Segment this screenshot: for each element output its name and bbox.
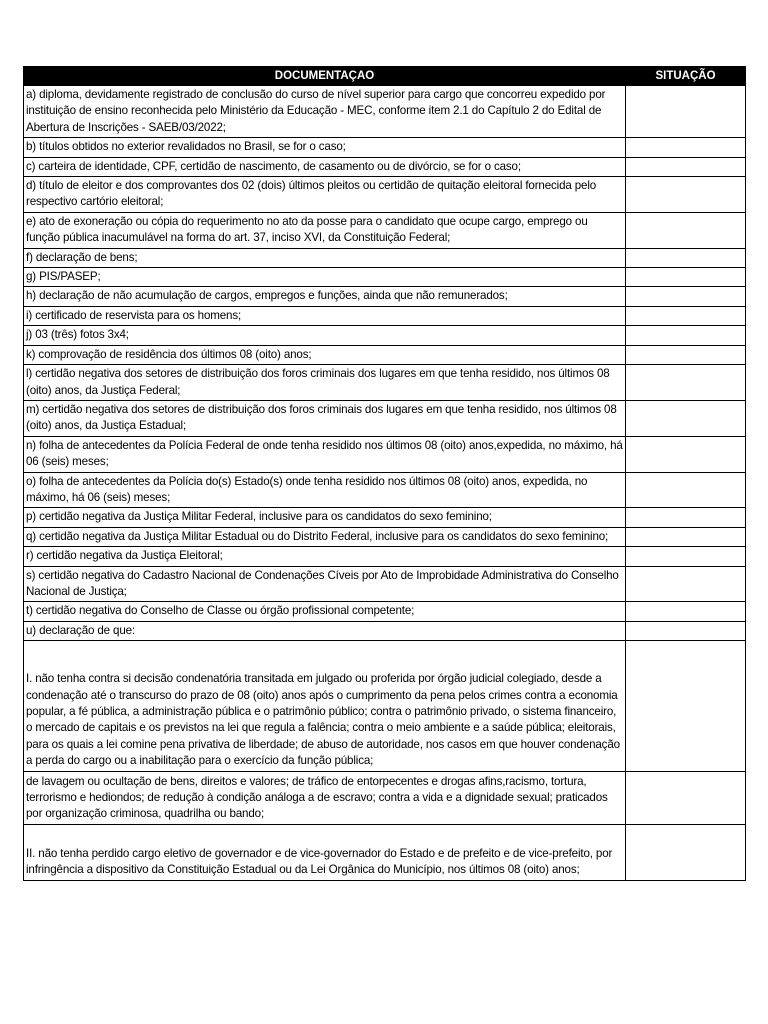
table-row bbox=[24, 138, 746, 157]
status-cell[interactable] bbox=[626, 157, 746, 176]
table-row bbox=[24, 824, 746, 880]
status-cell[interactable] bbox=[626, 621, 746, 640]
table-row bbox=[24, 268, 746, 287]
status-cell[interactable] bbox=[626, 400, 746, 436]
table-row bbox=[24, 86, 746, 138]
document-item-c: c) carteira de identidade, CPF, certidão de nascimento, de casamento ou de divórcio, se for o caso; bbox=[24, 157, 626, 176]
status-column-header: SITUAÇÃO bbox=[626, 67, 746, 86]
status-cell[interactable] bbox=[626, 326, 746, 345]
document-item-n: n) folha de antecedentes da Polícia Federal de onde tenha residido nos últimos 08 (oito) anos,expedida, no máximo, há 06 (seis) meses; bbox=[24, 436, 626, 472]
status-cell[interactable] bbox=[626, 287, 746, 306]
table-row bbox=[24, 547, 746, 566]
document-item-t: t) certidão negativa do Conselho de Classe ou órgão profissional competente; bbox=[24, 602, 626, 621]
status-cell[interactable] bbox=[626, 212, 746, 248]
table-row bbox=[24, 641, 746, 771]
document-item-p: p) certidão negativa da Justiça Militar Federal, inclusive para os candidatos do sexo feminino; bbox=[24, 508, 626, 527]
document-item-s: s) certidão negativa do Cadastro Nacional de Condenações Cíveis por Ato de Improbidade Administrativa do Conselho Nacional de Justiça; bbox=[24, 566, 626, 602]
document-item-j: j) 03 (três) fotos 3x4; bbox=[24, 326, 626, 345]
status-cell[interactable] bbox=[626, 566, 746, 602]
status-cell[interactable] bbox=[626, 306, 746, 325]
document-item-m: m) certidão negativa dos setores de distribuição dos foros criminais dos lugares em que tenha residido, nos últimos 08 (oito) anos, da Justiça Estadual; bbox=[24, 400, 626, 436]
table-row bbox=[24, 306, 746, 325]
table-row bbox=[24, 602, 746, 621]
status-cell[interactable] bbox=[626, 365, 746, 401]
table-row bbox=[24, 287, 746, 306]
status-cell[interactable] bbox=[626, 248, 746, 267]
table-header-row bbox=[24, 67, 746, 86]
status-cell[interactable] bbox=[626, 436, 746, 472]
document-item-d: d) título de eleitor e dos comprovantes dos 02 (dois) últimos pleitos ou certidão de quitação eleitoral fornecida pelo respectivo cartório eleitoral; bbox=[24, 177, 626, 213]
table-row bbox=[24, 771, 746, 824]
status-cell[interactable] bbox=[626, 547, 746, 566]
table-row bbox=[24, 177, 746, 213]
table-row bbox=[24, 326, 746, 345]
document-item-o: o) folha de antecedentes da Polícia do(s) Estado(s) onde tenha residido nos últimos 08 (oito) anos, expedida, no máximo, há 06 (seis) meses; bbox=[24, 472, 626, 508]
table-row bbox=[24, 566, 746, 602]
table-row bbox=[24, 400, 746, 436]
table-row bbox=[24, 345, 746, 364]
document-item-r: r) certidão negativa da Justiça Eleitoral; bbox=[24, 547, 626, 566]
table-row bbox=[24, 527, 746, 546]
table-row bbox=[24, 621, 746, 640]
status-cell[interactable] bbox=[626, 602, 746, 621]
table-row bbox=[24, 365, 746, 401]
document-item-b: b) títulos obtidos no exterior revalidados no Brasil, se for o caso; bbox=[24, 138, 626, 157]
status-cell[interactable] bbox=[626, 508, 746, 527]
document-item-q: q) certidão negativa da Justiça Militar Estadual ou do Distrito Federal, inclusive para os candidatos do sexo feminino; bbox=[24, 527, 626, 546]
document-item-g: g) PIS/PASEP; bbox=[24, 268, 626, 287]
status-cell[interactable] bbox=[626, 268, 746, 287]
documentation-checklist-table bbox=[23, 66, 746, 881]
document-item-u-i: I. não tenha contra si decisão condenatória transitada em julgado ou proferida por órgão judicial colegiado, desde a condenação até o transcurso do prazo de 08 (oito) anos após o cumprimento da pena pelos crimes contra a economia popular, a fé pública, a administração pública e o patrimônio público; contra o patrimônio privado, o sistema financeiro, o mercado de capitais e os previstos na lei que regula a falência; contra o meio ambiente e a saúde pública; eleitorais, para os quais a lei comine pena privativa de liberdade; de abuso de autoridade, nos casos em que houver condenação a perda do cargo ou a inabilitação para o exercício da função pública; bbox=[24, 641, 626, 771]
document-item-a: a) diploma, devidamente registrado de conclusão do curso de nível superior para cargo que concorreu expedido por instituição de ensino reconhecida pelo Ministério da Educação - MEC, conforme item 2.1 do Capítulo 2 do Edital de Abertura de Inscrições - SAEB/03/2022; bbox=[24, 86, 626, 138]
table-row bbox=[24, 472, 746, 508]
table-row bbox=[24, 248, 746, 267]
status-cell[interactable] bbox=[626, 345, 746, 364]
document-item-e: e) ato de exoneração ou cópia do requerimento no ato da posse para o candidato que ocupe cargo, emprego ou função pública inacumulável na forma do art. 37, inciso XVI, da Constituição Federal; bbox=[24, 212, 626, 248]
document-item-u-i-continued: de lavagem ou ocultação de bens, direitos e valores; de tráfico de entorpecentes e drogas afins,racismo, tortura, terrorismo e hediondos; de redução à condição análoga a de escravo; contra a vida e a dignidade sexual; praticados por organização criminosa, quadrilha ou bando; bbox=[24, 771, 626, 824]
status-cell[interactable] bbox=[626, 472, 746, 508]
status-cell[interactable] bbox=[626, 86, 746, 138]
document-item-u: u) declaração de que: bbox=[24, 621, 626, 640]
status-cell[interactable] bbox=[626, 138, 746, 157]
documentation-column-header: DOCUMENTAÇAO bbox=[24, 67, 626, 86]
status-cell[interactable] bbox=[626, 177, 746, 213]
document-item-k: k) comprovação de residência dos últimos 08 (oito) anos; bbox=[24, 345, 626, 364]
document-item-f: f) declaração de bens; bbox=[24, 248, 626, 267]
document-item-u-ii: II. não tenha perdido cargo eletivo de governador e de vice-governador do Estado e de prefeito e de vice-prefeito, por infringência a dispositivo da Constituição Estadual ou da Lei Orgânica do Município, nos últimos 08 (oito) anos; bbox=[24, 824, 626, 880]
table-row bbox=[24, 508, 746, 527]
table-row bbox=[24, 436, 746, 472]
document-item-h: h) declaração de não acumulação de cargos, empregos e funções, ainda que não remunerados; bbox=[24, 287, 626, 306]
status-cell[interactable] bbox=[626, 527, 746, 546]
status-cell[interactable] bbox=[626, 771, 746, 824]
status-cell[interactable] bbox=[626, 641, 746, 771]
table-row bbox=[24, 212, 746, 248]
document-item-i: i) certificado de reservista para os homens; bbox=[24, 306, 626, 325]
document-item-l: l) certidão negativa dos setores de distribuição dos foros criminais dos lugares em que tenha residido, nos últimos 08 (oito) anos, da Justiça Federal; bbox=[24, 365, 626, 401]
status-cell[interactable] bbox=[626, 824, 746, 880]
table-row bbox=[24, 157, 746, 176]
